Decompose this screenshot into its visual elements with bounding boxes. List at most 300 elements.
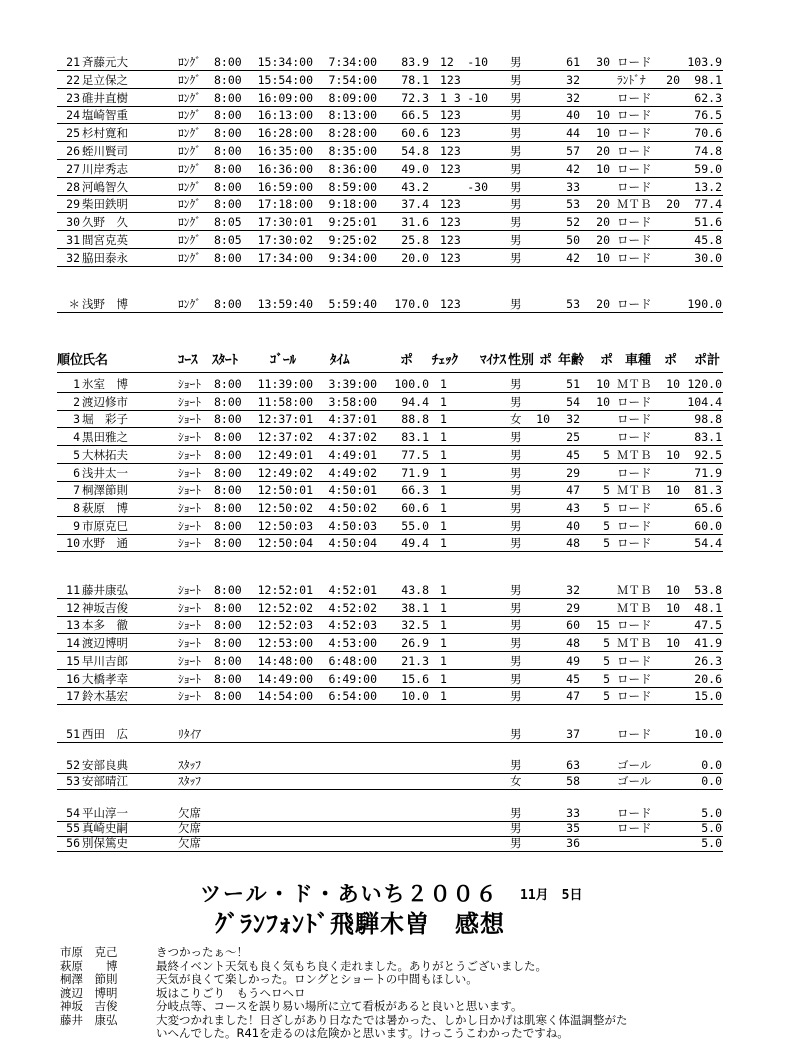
table-row [0, 296, 796, 313]
comment-author: 萩原 博 [60, 958, 118, 973]
header-pts: ポ [400, 353, 414, 368]
cell-total: 76.5 [694, 108, 722, 123]
cell-goal: 14:54:00 [257, 689, 313, 704]
cell-total: 13.2 [694, 179, 722, 194]
cell-goal: 16:59:00 [257, 179, 313, 194]
cell-rank: 32 [66, 250, 80, 265]
cell-pts: 55.0 [401, 518, 429, 533]
cell-sex: 男 [510, 653, 522, 668]
cell-rank: 1 [73, 377, 80, 391]
cell-goal: 17:34:00 [257, 250, 313, 265]
cell-age-bonus: 15 [596, 618, 610, 633]
cell-pts: 66.3 [401, 483, 429, 498]
cell-age: 45 [566, 671, 580, 686]
cell-course: ｼｮｰﾄ [178, 430, 201, 445]
cell-pts: 49.4 [401, 536, 429, 551]
cell-time: 7:34:00 [328, 55, 377, 69]
cell-rank: 31 [66, 233, 80, 247]
cell-age: 49 [566, 653, 580, 668]
cell-course: ﾘﾀｲｱ [178, 727, 201, 741]
cell-bike: ＭＴＢ [617, 197, 652, 212]
comment-text: いへんでした。R41を走るのは危険かと思います。けっこうこわかったですね。 [156, 1026, 569, 1040]
header-rank: 順位 [57, 353, 84, 368]
cell-bike: ロード [617, 233, 652, 247]
cell-name: 斉藤元大 [82, 55, 128, 69]
cell-bike: ロード [617, 161, 652, 176]
cell-age-bonus: 5 [603, 636, 610, 651]
cell-bike-pt: 10 [666, 583, 680, 597]
cell-pts: 25.8 [401, 233, 429, 247]
cell-age: 53 [566, 197, 580, 212]
cell-name: 神坂吉俊 [82, 600, 128, 615]
cell-check: 123 [440, 215, 461, 230]
cell-total: 70.6 [694, 126, 722, 141]
cell-goal: 14:49:00 [257, 671, 313, 686]
cell-name: 安部良典 [82, 758, 128, 772]
cell-rank: 13 [66, 618, 80, 633]
table-row [0, 773, 796, 790]
cell-bike-pt: 10 [666, 483, 680, 498]
cell-check: 1 [440, 430, 447, 445]
table-row [0, 518, 796, 535]
cell-bike: ロード [617, 108, 652, 123]
cell-check: 1 [440, 394, 447, 409]
comment-text: きつかったぁ～！ [156, 945, 248, 959]
cell-rank: 24 [66, 108, 80, 123]
cell-total: 190.0 [687, 297, 722, 311]
cell-bike: ロード [617, 250, 652, 265]
cell-start: 8:00 [214, 250, 242, 265]
table-row [0, 671, 796, 688]
cell-pts: 88.8 [401, 412, 429, 427]
cell-age-bonus: 10 [596, 126, 610, 141]
cell-goal: 17:30:02 [257, 233, 313, 247]
cell-age: 32 [566, 412, 580, 427]
cell-sex: 男 [510, 758, 522, 772]
table-row [0, 465, 796, 482]
cell-name: 蛭川賢司 [82, 144, 128, 158]
cell-course: ｼｮｰﾄ [178, 689, 201, 704]
cell-total: 77.4 [694, 197, 722, 212]
cell-goal: 16:09:00 [257, 90, 313, 105]
cell-name: 市原克巳 [82, 518, 128, 533]
cell-goal: 12:50:03 [257, 518, 313, 533]
cell-time: 4:50:02 [328, 500, 377, 515]
table-row [0, 90, 796, 107]
row-underline [57, 704, 723, 705]
cell-time: 8:59:00 [328, 179, 377, 194]
header-age-pt: ポ [539, 353, 553, 368]
cell-name: 鈴木基宏 [82, 689, 128, 704]
cell-start: 8:00 [214, 636, 242, 651]
cell-bike-pt: 20 [666, 72, 680, 87]
cell-bike: ＭＴＢ [617, 583, 652, 597]
cell-pts: 43.2 [401, 179, 429, 194]
cell-time: 4:50:03 [328, 518, 377, 533]
cell-sex: 男 [510, 465, 522, 480]
cell-sex: 男 [510, 144, 522, 158]
cell-course: ﾛﾝｸﾞ [178, 161, 201, 176]
cell-time: 4:52:01 [328, 583, 377, 597]
cell-rank: 26 [66, 144, 80, 158]
cell-course: ﾛﾝｸﾞ [178, 55, 201, 69]
cell-pts: 43.8 [401, 583, 429, 597]
table-row [0, 482, 796, 499]
cell-course: ｼｮｰﾄ [178, 653, 201, 668]
comment-row [0, 1000, 796, 1013]
cell-check: 1 [440, 671, 447, 686]
cell-name: 久野 久 [82, 215, 128, 230]
table-row [0, 447, 796, 464]
cell-start: 8:00 [214, 72, 242, 87]
header-age: 年齢 [558, 353, 585, 368]
cell-sex: 男 [510, 72, 522, 87]
cell-rank: 52 [66, 758, 80, 772]
cell-name: 安部晴江 [82, 773, 128, 788]
cell-sex: 男 [510, 179, 522, 194]
cell-total: 0.0 [701, 758, 722, 772]
cell-age: 37 [566, 727, 580, 741]
cell-rank: 11 [66, 583, 80, 597]
cell-age: 33 [566, 179, 580, 194]
cell-check: 1 [440, 618, 447, 633]
cell-bike: ロード [617, 465, 652, 480]
cell-age: 57 [566, 144, 580, 158]
event-title: ツール・ド・あいち２００６ [200, 882, 499, 906]
cell-start: 8:05 [214, 233, 242, 247]
comment-row [0, 1014, 796, 1027]
cell-age: 53 [566, 297, 580, 311]
cell-name: 塩崎智重 [82, 108, 128, 123]
cell-course: ｼｮｰﾄ [178, 394, 201, 409]
cell-age-bonus: 20 [596, 297, 610, 311]
table-row [0, 757, 796, 774]
cell-age-bonus: 20 [596, 144, 610, 158]
cell-rank: 55 [66, 821, 80, 835]
cell-total: 120.0 [687, 377, 722, 391]
cell-course: ﾛﾝｸﾞ [178, 179, 201, 194]
cell-total: 47.5 [694, 618, 722, 633]
cell-goal: 15:54:00 [257, 72, 313, 87]
cell-bike: ロード [617, 215, 652, 230]
cell-goal: 12:37:02 [257, 430, 313, 445]
cell-start: 8:00 [214, 179, 242, 194]
cell-pts: 72.3 [401, 90, 429, 105]
cell-time: 4:50:01 [328, 483, 377, 498]
cell-name: 浅野 博 [82, 297, 128, 311]
cell-age-bonus: 5 [603, 518, 610, 533]
cell-time: 7:54:00 [328, 72, 377, 87]
cell-check: 123 [440, 250, 461, 265]
cell-start: 8:00 [214, 618, 242, 633]
cell-total: 98.8 [694, 412, 722, 427]
cell-time: 9:25:01 [328, 215, 377, 230]
cell-course: ﾛﾝｸﾞ [178, 250, 201, 265]
cell-check: 1 [440, 583, 447, 597]
cell-total: 30.0 [694, 250, 722, 265]
cell-pts: 15.6 [401, 671, 429, 686]
cell-total: 62.3 [694, 90, 722, 105]
cell-start: 8:00 [214, 536, 242, 551]
cell-rank: 53 [66, 773, 80, 788]
cell-rank: 8 [73, 500, 80, 515]
cell-age-pt: 10 [536, 412, 550, 427]
cell-start: 8:00 [214, 430, 242, 445]
event-date: 11月 5日 [520, 888, 583, 903]
cell-name: 川岸秀志 [82, 161, 128, 176]
cell-check: 123 [440, 126, 461, 141]
cell-rank: ＊ [68, 297, 80, 311]
cell-bike: ＭＴＢ [617, 483, 652, 498]
cell-pts: 170.0 [394, 297, 429, 311]
cell-goal: 12:49:02 [257, 465, 313, 480]
cell-sex: 男 [510, 215, 522, 230]
comment-author: 神坂 吉俊 [60, 999, 118, 1013]
cell-bike: ロード [617, 412, 652, 427]
cell-total: 41.9 [694, 636, 722, 651]
cell-total: 81.3 [694, 483, 722, 498]
comment-author: 藤井 康弘 [60, 1012, 118, 1027]
cell-time: 8:36:00 [328, 161, 377, 176]
cell-course: ｽﾀｯﾌ [178, 773, 201, 788]
cell-age: 45 [566, 447, 580, 462]
cell-time: 3:58:00 [328, 394, 377, 409]
cell-pts: 37.4 [401, 197, 429, 212]
cell-check: 1 [440, 447, 447, 462]
cell-check: 1 [440, 465, 447, 480]
cell-rank: 30 [66, 215, 80, 230]
cell-sex: 男 [510, 233, 522, 247]
cell-goal: 17:18:00 [257, 197, 313, 212]
cell-bike: ＭＴＢ [617, 447, 652, 462]
cell-age: 32 [566, 583, 580, 597]
cell-pts: 100.0 [394, 377, 429, 391]
cell-start: 8:00 [214, 465, 242, 480]
cell-goal: 12:52:01 [257, 583, 313, 597]
cell-goal: 12:52:02 [257, 600, 313, 615]
cell-check: 1 [440, 518, 447, 533]
cell-goal: 11:58:00 [257, 394, 313, 409]
header-sex: 性別 [508, 353, 535, 368]
table-row [0, 394, 796, 411]
table-row [0, 250, 796, 267]
cell-age-bonus: 5 [603, 500, 610, 515]
cell-name: 本多 徹 [82, 618, 128, 633]
cell-course: 欠席 [178, 821, 201, 835]
comment-text: 天気が良くて楽しかった。ロングとショートの中間もほしい。 [156, 972, 478, 986]
cell-bike: ＭＴＢ [617, 636, 652, 651]
cell-sex: 男 [510, 536, 522, 551]
cell-age: 51 [566, 377, 580, 391]
comment-author: 市原 克己 [60, 945, 118, 959]
cell-age: 43 [566, 500, 580, 515]
cell-bike: ロード [617, 55, 652, 69]
cell-check: 123 [440, 197, 461, 212]
cell-name: 足立保之 [82, 72, 128, 87]
header-total: ポ計 [694, 353, 721, 368]
cell-age-bonus: 20 [596, 197, 610, 212]
cell-sex: 男 [510, 500, 522, 515]
cell-age: 48 [566, 636, 580, 651]
cell-pts: 78.1 [401, 72, 429, 87]
cell-sex: 男 [510, 806, 522, 820]
cell-name: 早川吉郎 [82, 653, 128, 668]
cell-pts: 31.6 [401, 215, 429, 230]
cell-sex: 男 [510, 90, 522, 105]
cell-sex: 女 [510, 412, 522, 427]
cell-rank: 25 [66, 126, 80, 141]
table-row [0, 635, 796, 652]
cell-name: 氷室 博 [82, 377, 128, 391]
cell-start: 8:00 [214, 500, 242, 515]
cell-sex: 男 [510, 636, 522, 651]
cell-age: 33 [566, 806, 580, 820]
cell-bike: ロード [617, 500, 652, 515]
cell-rank: 54 [66, 806, 80, 820]
cell-start: 8:00 [214, 297, 242, 311]
cell-total: 48.1 [694, 600, 722, 615]
cell-sex: 男 [510, 518, 522, 533]
cell-rank: 28 [66, 179, 80, 194]
cell-course: ｼｮｰﾄ [178, 412, 201, 427]
cell-name: 大橋孝幸 [82, 671, 128, 686]
cell-sex: 男 [510, 583, 522, 597]
cell-age: 32 [566, 72, 580, 87]
cell-start: 8:00 [214, 689, 242, 704]
cell-name: 別保篤史 [82, 836, 128, 850]
cell-total: 92.5 [694, 447, 722, 462]
cell-start: 8:00 [214, 90, 242, 105]
cell-age: 32 [566, 90, 580, 105]
cell-age: 40 [566, 108, 580, 123]
cell-time: 9:34:00 [328, 250, 377, 265]
cell-check: 1 [440, 483, 447, 498]
comment-text: 坂はこりごり もうヘロヘロ [156, 985, 306, 1000]
cell-course: ﾛﾝｸﾞ [178, 233, 201, 247]
comment-row [0, 973, 796, 986]
cell-bike-pt: 10 [666, 600, 680, 615]
cell-goal: 12:49:01 [257, 447, 313, 462]
cell-name: 河嶋智久 [82, 179, 128, 194]
table-row [0, 107, 796, 124]
header-name: 氏名 [82, 353, 109, 368]
cell-name: 藤井康弘 [82, 583, 128, 597]
cell-course: ｼｮｰﾄ [178, 536, 201, 551]
cell-rank: 23 [66, 90, 80, 105]
cell-pts: 60.6 [401, 500, 429, 515]
cell-goal: 12:53:00 [257, 636, 313, 651]
cell-check: 123 [440, 144, 461, 158]
cell-course: ｽﾀｯﾌ [178, 758, 201, 772]
cell-bike: ロード [617, 518, 652, 533]
table-row [0, 72, 796, 89]
cell-start: 8:00 [214, 197, 242, 212]
cell-time: 4:52:03 [328, 618, 377, 633]
cell-bike: ロード [617, 806, 652, 820]
cell-check: 123 [440, 233, 461, 247]
cell-total: 51.6 [694, 215, 722, 230]
cell-course: ｼｮｰﾄ [178, 636, 201, 651]
row-underline [57, 851, 723, 852]
cell-sex: 男 [510, 377, 522, 391]
cell-total: 53.8 [694, 583, 722, 597]
cell-check: 123 [440, 161, 461, 176]
cell-name: 堀 彩子 [82, 412, 128, 427]
cell-pts: 94.4 [401, 394, 429, 409]
table-row [0, 196, 796, 213]
cell-name: 大林拓夫 [82, 447, 128, 462]
cell-rank: 3 [73, 412, 80, 427]
cell-pts: 83.9 [401, 55, 429, 69]
cell-total: 65.6 [694, 500, 722, 515]
cell-start: 8:00 [214, 126, 242, 141]
header-time: ﾀｲﾑ [330, 353, 350, 368]
cell-goal: 14:48:00 [257, 653, 313, 668]
cell-check: 1 3 [440, 90, 461, 105]
cell-age: 50 [566, 233, 580, 247]
cell-rank: 21 [66, 55, 80, 69]
table-row [0, 214, 796, 231]
cell-sex: 男 [510, 161, 522, 176]
cell-time: 4:52:02 [328, 600, 377, 615]
cell-age: 42 [566, 161, 580, 176]
cell-check: 123 [440, 297, 461, 311]
cell-age: 36 [566, 836, 580, 850]
cell-total: 26.3 [694, 653, 722, 668]
cell-time: 4:50:04 [328, 536, 377, 551]
cell-time: 4:37:01 [328, 412, 377, 427]
cell-rank: 9 [73, 518, 80, 533]
cell-goal: 16:36:00 [257, 161, 313, 176]
cell-start: 8:00 [214, 144, 242, 158]
cell-age: 35 [566, 821, 580, 835]
cell-pts: 20.0 [401, 250, 429, 265]
cell-pts: 77.5 [401, 447, 429, 462]
table-row [0, 179, 796, 196]
cell-rank: 15 [66, 653, 80, 668]
comment-author: 渡辺 博明 [60, 985, 118, 1000]
cell-age: 47 [566, 483, 580, 498]
cell-check: 1 [440, 536, 447, 551]
cell-course: ｼｮｰﾄ [178, 518, 201, 533]
cell-rank: 10 [66, 536, 80, 551]
cell-goal: 13:59:40 [257, 297, 313, 311]
header-check: ﾁｪｯｸ [432, 353, 458, 368]
cell-rank: 16 [66, 671, 80, 686]
cell-bike: ゴール [617, 758, 652, 772]
cell-age-bonus: 5 [603, 483, 610, 498]
cell-goal: 15:34:00 [257, 55, 313, 69]
cell-start: 8:00 [214, 377, 242, 391]
cell-bike: ゴール [617, 773, 652, 788]
cell-total: 20.6 [694, 671, 722, 686]
table-row [0, 600, 796, 617]
cell-rank: 12 [66, 600, 80, 615]
cell-start: 8:00 [214, 394, 242, 409]
cell-start: 8:00 [214, 108, 242, 123]
cell-sex: 男 [510, 250, 522, 265]
cell-sex: 男 [510, 197, 522, 212]
cell-goal: 17:30:01 [257, 215, 313, 230]
table-row [0, 535, 796, 552]
cell-age: 48 [566, 536, 580, 551]
cell-time: 9:25:02 [328, 233, 377, 247]
cell-name: 渡辺博明 [82, 636, 128, 651]
cell-age: 54 [566, 394, 580, 409]
table-row [0, 161, 796, 178]
cell-course: ﾛﾝｸﾞ [178, 215, 201, 230]
cell-start: 8:00 [214, 653, 242, 668]
